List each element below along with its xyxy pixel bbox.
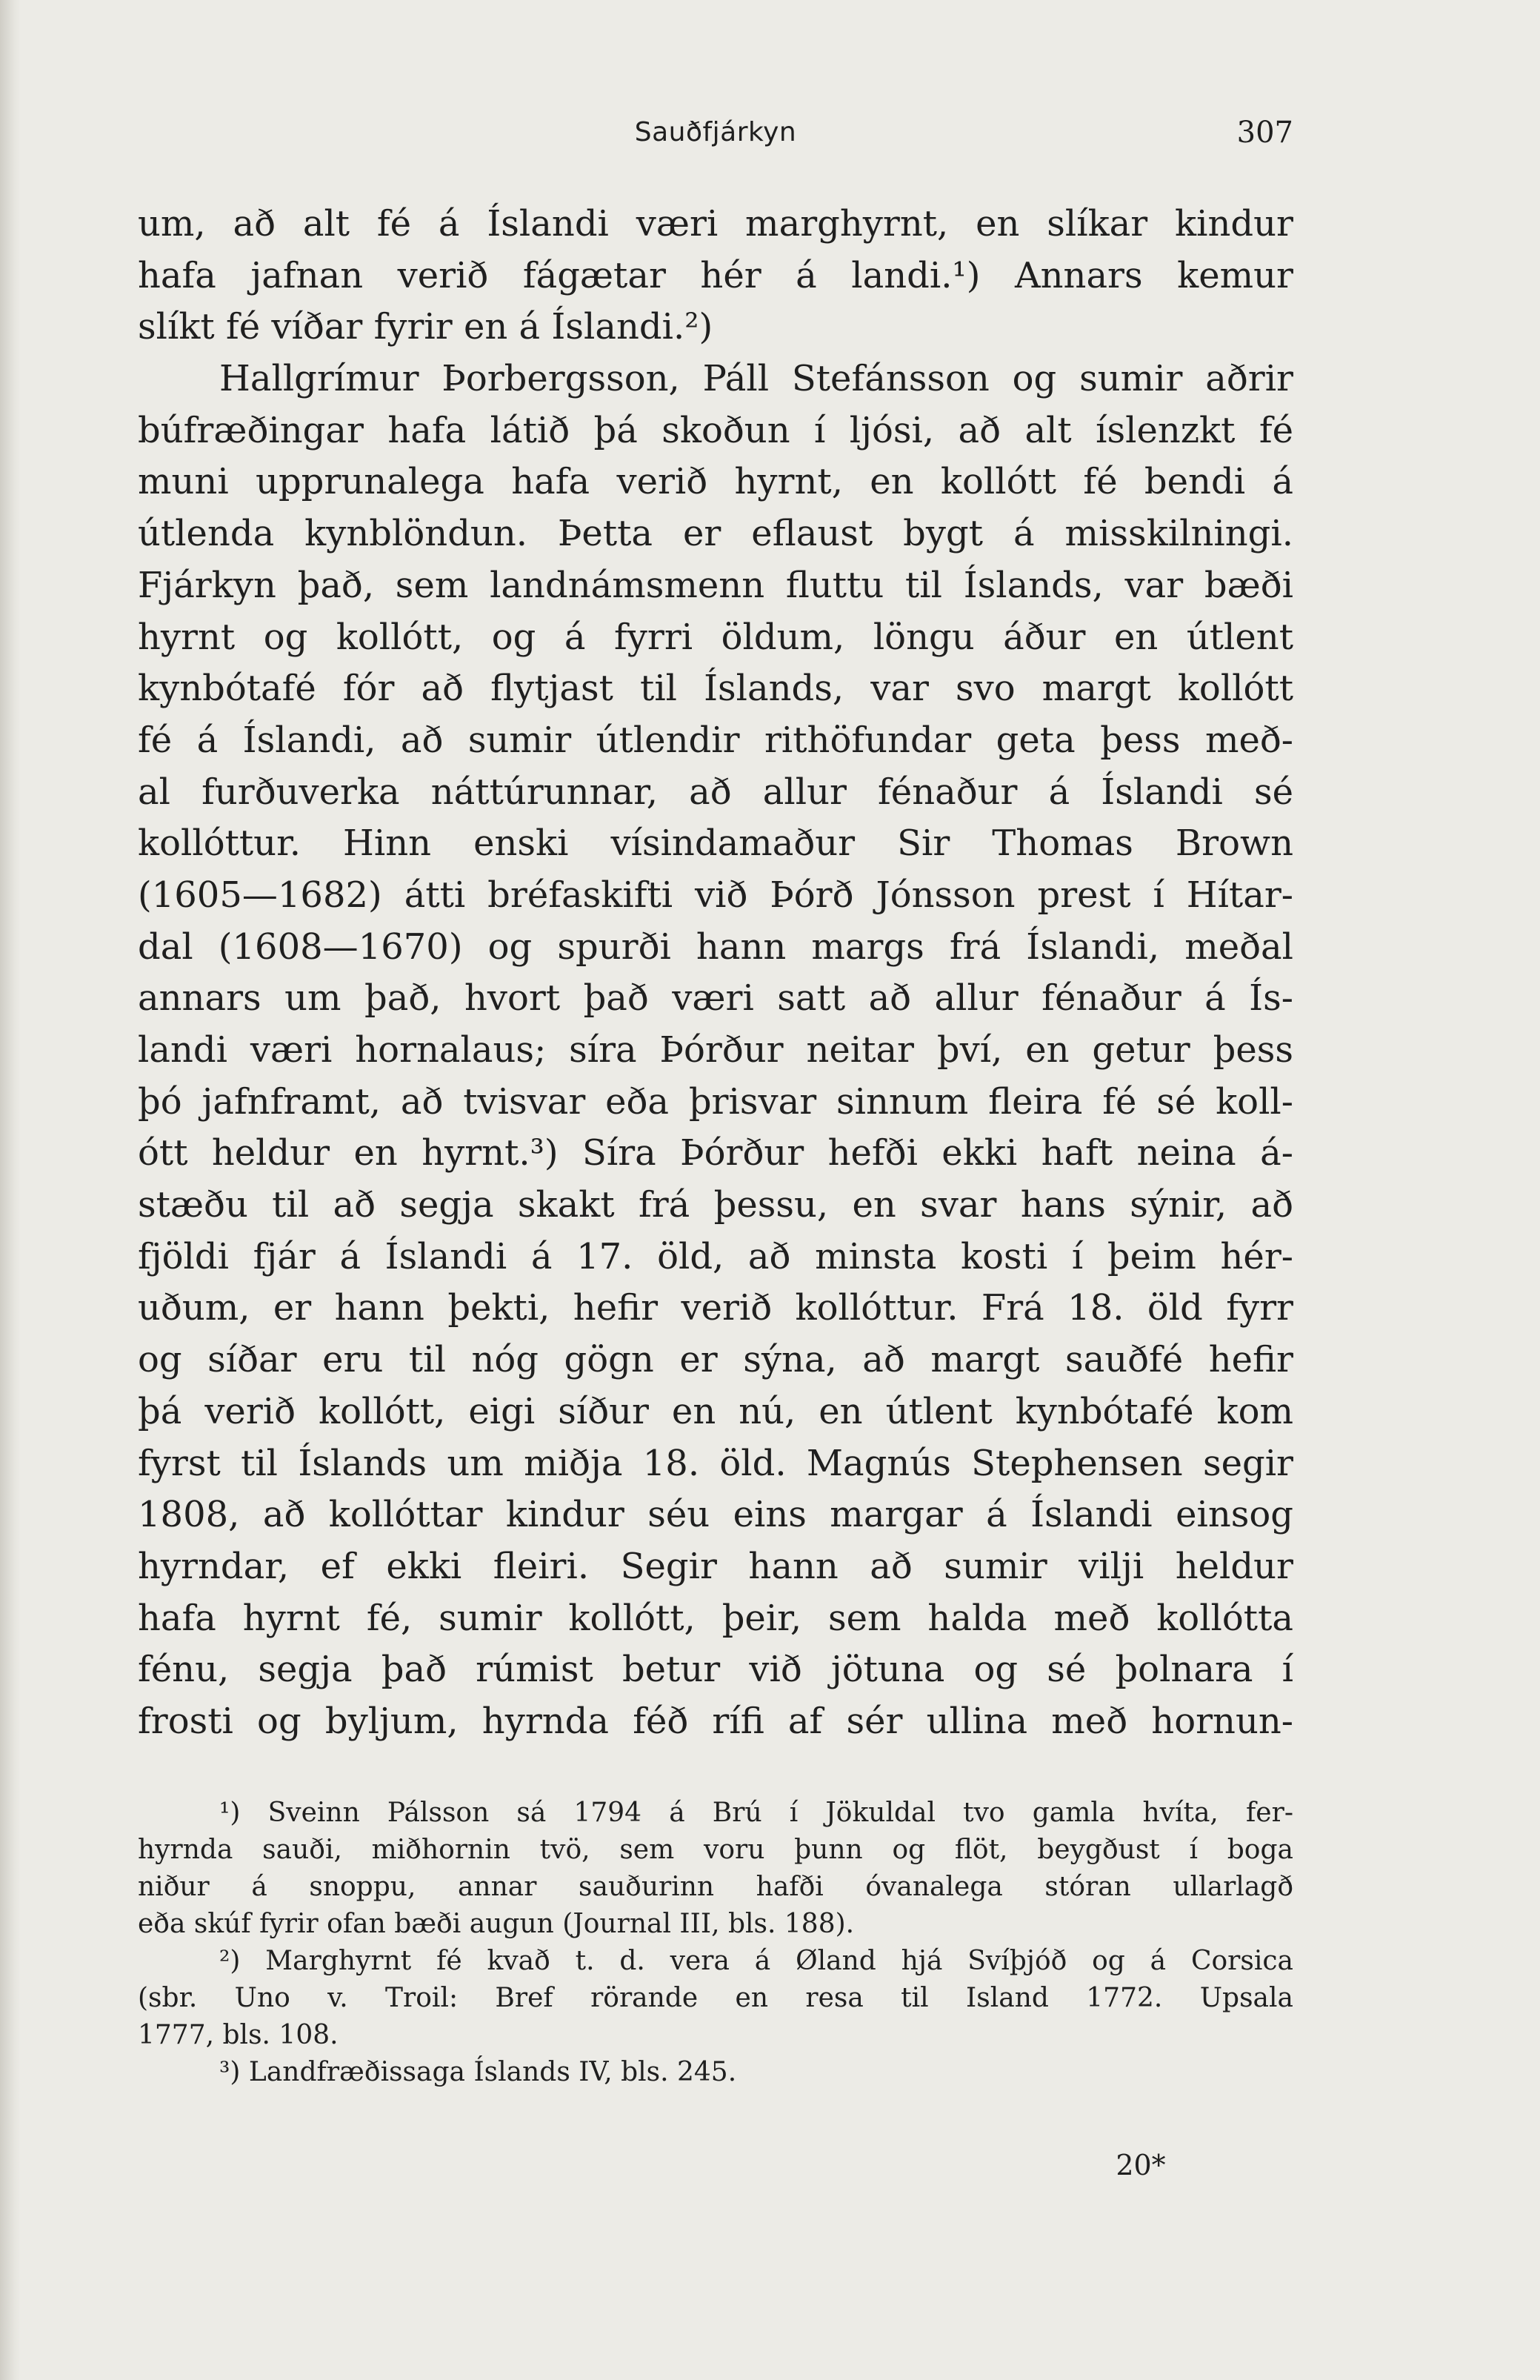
body-line: slíkt fé víðar fyrir en á Íslandi.²): [138, 306, 713, 348]
footnote-line: eða skúf fyrir ofan bæði augun (Journal III, bls. 188).: [138, 1909, 855, 1939]
body-line: fjöldi fjár á Íslandi á 17. öld, að minsta kosti í þeim hér-: [138, 1235, 1293, 1277]
body-line: al furðuverka náttúrunnar, að allur fénaður á Íslandi sé: [138, 771, 1293, 813]
body-line: búfræðingar hafa látið þá skoðun í ljósi, að alt íslenzkt fé: [138, 409, 1293, 451]
running-title: Sauðfjárkyn: [634, 117, 797, 147]
page-number: 307: [1236, 116, 1293, 150]
body-line: landi væri hornalaus; síra Þórður neitar því, en getur þess: [138, 1029, 1293, 1071]
body-line: hyrndar, ef ekki fleiri. Segir hann að sumir vilji heldur: [138, 1545, 1293, 1587]
page-edge-shadow: [0, 0, 21, 2380]
footnote-line: ²) Marghyrnt fé kvað t. d. vera á Øland hjá Svíþjóð og á Corsica: [219, 1946, 1293, 1976]
body-line: ótt heldur en hyrnt.³) Síra Þórður hefði ekki haft neina á-: [138, 1132, 1293, 1174]
body-line: 1808, að kollóttar kindur séu eins margar á Íslandi einsog: [138, 1494, 1293, 1536]
body-line: um, að alt fé á Íslandi væri marghyrnt, en slíkar kindur: [138, 203, 1293, 245]
body-text: [138, 199, 1293, 1748]
footnote-line: niður á snoppu, annar sauðurinn hafði óvanalega stóran ullarlagð: [138, 1872, 1293, 1902]
signature-mark: 20*: [1116, 2149, 1166, 2181]
body-line: frosti og byljum, hyrnda féð rífi af sér ullina með hornun-: [138, 1700, 1293, 1742]
body-line: stæðu til að segja skakt frá þessu, en svar hans sýnir, að: [138, 1184, 1293, 1226]
body-line: fyrst til Íslands um miðja 18. öld. Magnús Stephensen segir: [138, 1442, 1293, 1484]
body-line: (1605—1682) átti bréfaskifti við Þórð Jónsson prest í Hítar-: [138, 874, 1293, 916]
footnote-line: (sbr. Uno v. Troil: Bref rörande en resa til Island 1772. Upsala: [138, 1983, 1293, 2013]
body-line: fénu, segja það rúmist betur við jötuna og sé þolnara í: [138, 1649, 1293, 1691]
body-line: Hallgrímur Þorbergsson, Páll Stefánsson og sumir aðrir: [219, 358, 1293, 400]
body-line: muni upprunalega hafa verið hyrnt, en kollótt fé bendi á: [138, 461, 1293, 503]
body-line: hafa hyrnt fé, sumir kollótt, þeir, sem halda með kollótta: [138, 1597, 1293, 1639]
body-line: þó jafnframt, að tvisvar eða þrisvar sinnum fleira fé sé koll-: [138, 1080, 1293, 1123]
body-line: hafa jafnan verið fágætar hér á landi.¹) Annars kemur: [138, 254, 1293, 296]
body-line: þá verið kollótt, eigi síður en nú, en útlent kynbótafé kom: [138, 1390, 1293, 1432]
body-line: útlenda kynblöndun. Þetta er eflaust bygt á misskilningi.: [138, 513, 1293, 555]
footnote-line: ¹) Sveinn Pálsson sá 1794 á Brú í Jökuldal tvo gamla hvíta, fer-: [219, 1798, 1293, 1828]
footnote-line: hyrnda sauði, miðhornin tvö, sem voru þunn og flöt, beygðust í boga: [138, 1835, 1293, 1865]
body-line: fé á Íslandi, að sumir útlendir rithöfundar geta þess með-: [138, 719, 1293, 761]
body-line: og síðar eru til nóg gögn er sýna, að margt sauðfé hefir: [138, 1339, 1293, 1381]
body-line: annars um það, hvort það væri satt að allur fénaður á Ís-: [138, 977, 1293, 1020]
body-line: uðum, er hann þekti, hefir verið kollóttur. Frá 18. öld fyrr: [138, 1287, 1293, 1329]
footnote-line: 1777, bls. 108.: [138, 2020, 339, 2050]
body-line: Fjárkyn það, sem landnámsmenn fluttu til Íslands, var bæði: [138, 564, 1293, 606]
page-header: [138, 113, 1293, 157]
body-line: kynbótafé fór að flytjast til Íslands, var svo margt kollótt: [138, 668, 1293, 710]
body-line: dal (1608—1670) og spurði hann margs frá Íslandi, meðal: [138, 925, 1293, 968]
body-line: kollóttur. Hinn enski vísindamaður Sir Thomas Brown: [138, 822, 1293, 865]
body-line: hyrnt og kollótt, og á fyrri öldum, löngu áður en útlent: [138, 616, 1293, 658]
footnote-line: ³) Landfræðissaga Íslands IV, bls. 245.: [219, 2057, 737, 2087]
footnotes: [138, 1795, 1293, 2091]
